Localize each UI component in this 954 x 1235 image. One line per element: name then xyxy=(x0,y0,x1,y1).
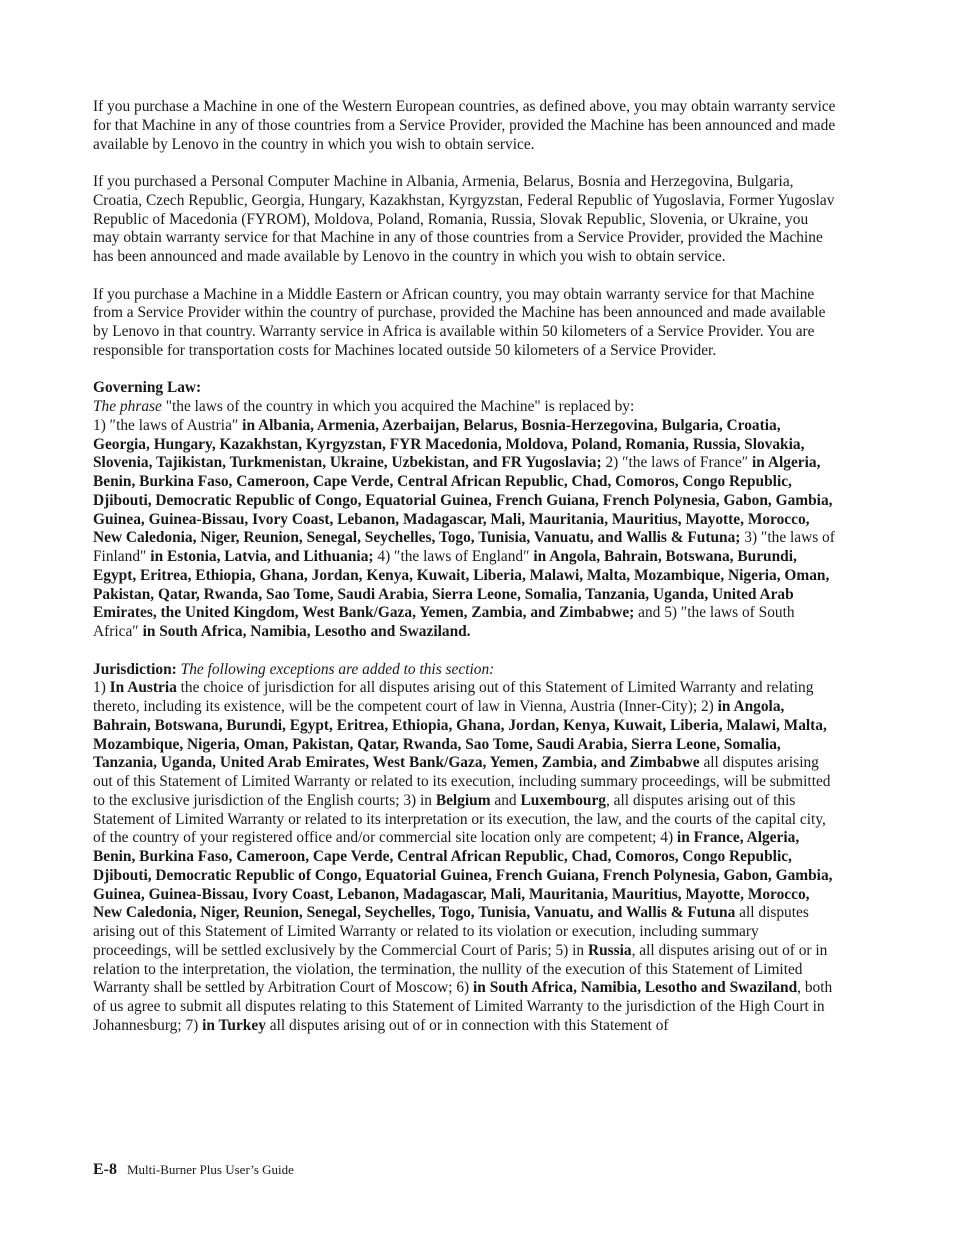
governing-law-intro-italic: The phrase xyxy=(93,398,162,415)
governing-law-heading: Governing Law: xyxy=(93,379,202,397)
jurisdiction-keyword: Belgium xyxy=(435,791,491,809)
governing-law-item-text: and 5) ″the laws of South Africa″ xyxy=(93,604,795,640)
jurisdiction-text: , both of us agree to submit all disputes relating to this Statement of Limited Warranty to the jurisdiction of the High Court in Johannesburg; 7) xyxy=(93,979,833,1034)
jurisdiction-keyword: in Angola, Bahrain, Botswana, Burundi, Egypt, Eritrea, Ethiopia, Ghana, Jordan, Kenya, Kuwait, Liberia, Malawi, Malta, Mozambique, Nigeria, Oman, Pakistan, Qatar, Rwanda, Sao Tome, Saudi Arabia, Sierra Leone, Somalia, Tanzania, Uganda, United Arab Emirates, West Bank/Gaza, Yemen, Zambia, and Zimbabwe xyxy=(93,698,827,772)
jurisdiction-text: the choice of jurisdiction for all disputes arising out of this Statement of Limited Warranty and relating thereto, including its existence, will be the competent court of law in Vienna, Austria (Inner-City); 2) xyxy=(93,679,814,715)
paragraph-eastern-europe: If you purchased a Personal Computer Machine in Albania, Armenia, Belarus, Bosnia and Herzegovina, Bulgaria, Croatia, Czech Republic, Georgia, Hungary, Kazakhstan, Kyrgyzstan, Federal Republic of Yugoslavia, Former Yugoslav Republic of Macedonia (FYROM), Moldova, Poland, Romania, Russia, Slovak Republic, Slovenia, or Ukraine, you may obtain warranty service for that Machine in any of those countries from a Service Provider, provided the Machine has been announced and made available by Lenovo in the country in which you wish to obtain service. xyxy=(93,173,835,265)
page-number: E-8 xyxy=(93,1161,117,1178)
jurisdiction-section xyxy=(93,661,838,1036)
paragraph-western-europe: If you purchase a Machine in one of the Western European countries, as defined above, you may obtain warranty service for that Machine in any of those countries from a Service Provider, provided the Machine has been announced and made available by Lenovo in the country in which you wish to obtain service. xyxy=(93,98,836,153)
footer-document-title: Multi-Burner Plus User’s Guide xyxy=(127,1162,294,1177)
jurisdiction-keyword: Luxembourg xyxy=(520,791,606,809)
jurisdiction-keyword: in South Africa, Namibia, Lesotho and Swaziland xyxy=(473,979,798,997)
jurisdiction-keyword: In Austria xyxy=(109,679,177,697)
jurisdiction-text: , all disputes arising out of or in relation to the interpretation, the violation, the termination, the nullity of the execution of this Statement of Limited Warranty shall be settled by Arbitration Court of Moscow; 6) xyxy=(93,941,828,997)
jurisdiction-text: all disputes arising out of this Statement of Limited Warranty or related to its execution, including summary proceedings, will be submitted to the exclusive jurisdiction of the English courts; 3) in xyxy=(93,754,831,809)
jurisdiction-text: all disputes arising out of or in connection with this Statement of xyxy=(265,1016,669,1034)
jurisdiction-text: and xyxy=(490,791,521,809)
jurisdiction-keyword: Russia xyxy=(587,941,632,959)
governing-law-item-text: 2) ″the laws of France″ xyxy=(601,454,753,472)
governing-law-countries: in Angola, Bahrain, Botswana, Burundi, Egypt, Eritrea, Ethiopia, Ghana, Jordan, Kenya, Kuwait, Liberia, Malawi, Malta, Mozambique, Nigeria, Oman, Pakistan, Qatar, Rwanda, Sao Tome, Saudi Arabia, Sierra Leone, Somalia, Tanzania, Uganda, United Arab Emirates, the United Kingdom, West Bank/Gaza, Yemen, Zambia, and Zimbabwe; xyxy=(93,548,830,622)
jurisdiction-text: all disputes arising out of this Statement of Limited Warranty or related to its violation or execution, including summary proceedings, will be settled exclusively by the Commercial Court of Paris; 5) in xyxy=(93,904,809,959)
jurisdiction-text: 1) xyxy=(93,679,110,697)
page-footer xyxy=(93,1161,294,1179)
jurisdiction-heading: Jurisdiction: xyxy=(93,660,177,678)
governing-law-section xyxy=(93,379,838,642)
jurisdiction-keyword: in Turkey xyxy=(202,1016,266,1034)
jurisdiction-intro-italic: The following exceptions are added to this section: xyxy=(176,660,495,678)
document-body xyxy=(93,98,838,1036)
jurisdiction-text: , all disputes arising out of this Statement of Limited Warranty or related to its interpretation or its execution, the law, and the courts of the capital city, of the country of your registered office and/or commercial site location only are competent; 4) xyxy=(93,791,826,847)
governing-law-countries: in South Africa, Namibia, Lesotho and Swaziland. xyxy=(142,623,471,640)
governing-law-intro: "the laws of the country in which you acquired the Machine" is replaced by: xyxy=(161,398,635,415)
governing-law-countries: in Estonia, Latvia, and Lithuania; xyxy=(150,548,374,565)
jurisdiction-keyword: in France, Algeria, Benin, Burkina Faso, Cameroon, Cape Verde, Central African Republic, Chad, Comoros, Congo Republic, Djibouti, Democratic Republic of Congo, Equatorial Guinea, French Guiana, French Polynesia, Gabon, Gambia, Guinea, Guinea-Bissau, Ivory Coast, Lebanon, Madagascar, Mali, Mauritania, Mauritius, Mayotte, Morocco, New Caledonia, Niger, Reunion, Senegal, Seychelles, Togo, Tunisia, Vanuatu, and Wallis & Futuna xyxy=(93,829,833,922)
governing-law-countries: in Albania, Armenia, Azerbaijan, Belarus, Bosnia-Herzegovina, Bulgaria, Croatia, Georgia, Hungary, Kazakhstan, Kyrgyzstan, FYR Macedonia, Moldova, Poland, Romania, Russia, Slovakia, Slovenia, Tajikistan, Turkmenistan, Ukraine, Uzbekistan, and FR Yugoslavia; xyxy=(93,416,805,472)
paragraph-middle-east-africa: If you purchase a Machine in a Middle Eastern or African country, you may obtain warranty service for that Machine from a Service Provider within the country of purchase, provided the Machine has been announced and made available by Lenovo in that country. Warranty service in Africa is available within 50 kilometers of a Service Provider. You are responsible for transportation costs for Machines located outside 50 kilometers of a Service Provider. xyxy=(93,285,826,359)
governing-law-item-text: 3) ″the laws of Finland″ xyxy=(93,529,835,565)
governing-law-countries: in Algeria, Benin, Burkina Faso, Cameroon, Cape Verde, Central African Republic, Chad, Comoros, Congo Republic, Djibouti, Democratic Republic of Congo, Equatorial Guinea, French Guiana, French Polynesia, Gabon, Gambia, Guinea, Guinea-Bissau, Ivory Coast, Lebanon, Madagascar, Mali, Mauritania, Mauritius, Mayotte, Morocco, New Caledonia, Niger, Reunion, Senegal, Seychelles, Togo, Tunisia, Vanuatu, and Wallis & Futuna; xyxy=(93,454,833,547)
governing-law-item-text: 1) ″the laws of Austria″ xyxy=(93,416,243,434)
governing-law-item-text: 4) ″the laws of England″ xyxy=(373,548,534,565)
